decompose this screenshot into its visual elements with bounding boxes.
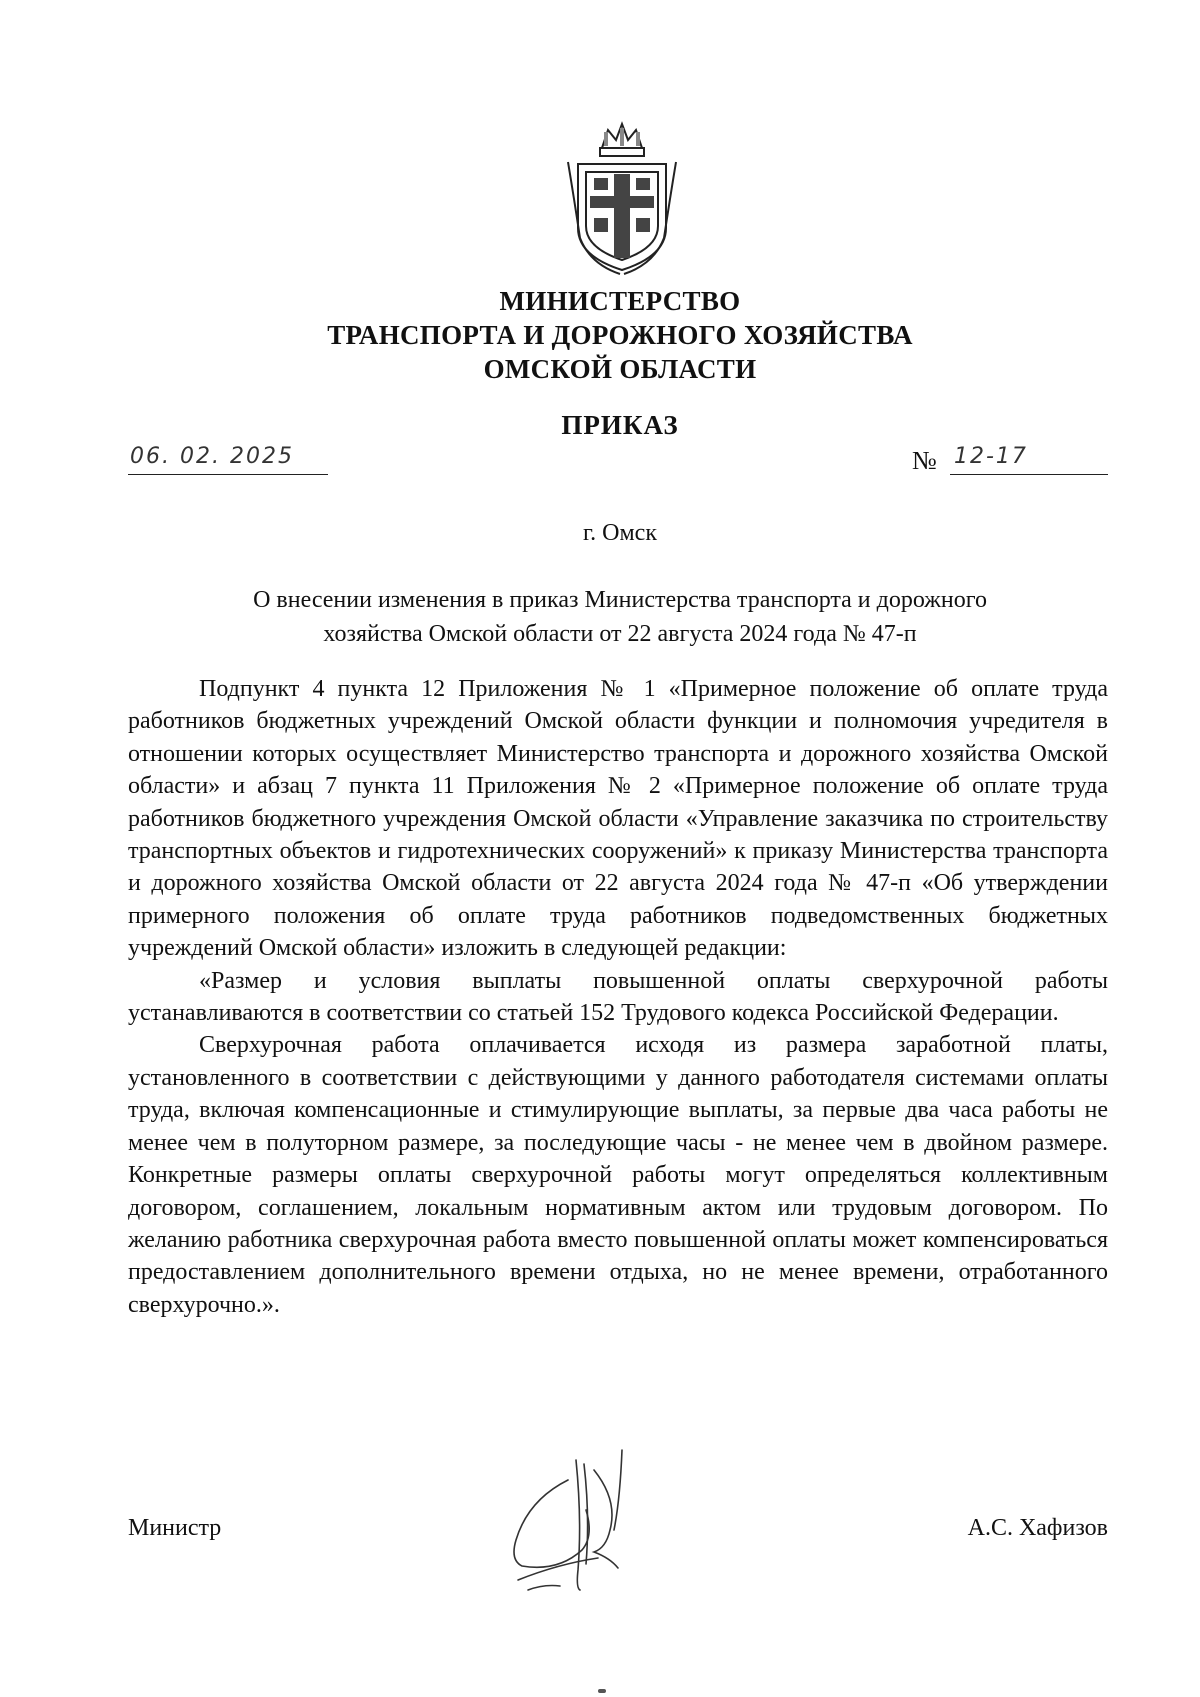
subject-line: хозяйства Омской области от 22 августа 2024 года № 47-п [323,621,917,647]
body-paragraph: «Размер и условия выплаты повышенной оплаты сверхурочной работы устанавливаются в соответствии со статьей 152 Трудового кодекса Российской Федерации. [128,967,1108,1027]
signer-position: Министр [128,1515,222,1541]
coat-of-arms-icon [560,118,685,278]
document-body [128,673,1108,1321]
city: г. Омск [583,520,657,546]
ministry-line: ОМСКОЙ ОБЛАСТИ [483,354,757,384]
number-field [950,444,1108,475]
number-value: 12-17 [954,444,1028,469]
handwritten-signature [498,1440,688,1600]
ministry-line: ТРАНСПОРТА И ДОРОЖНОГО ХОЗЯЙСТВА [327,320,913,350]
body-paragraph: Подпункт 4 пункта 12 Приложения № 1 «Примерное положение об оплате труда работников бюджетных учреждений Омской области функции и полномочия учредителя в отношении которых осуществляет Министерство транспорта и дорожного хозяйства Омской области» и абзац 7 пункта 11 Приложения № 2 «Примерное положение об оплате труда работников бюджетного учреждения Омской области «Управление заказчика по строительству транспортных объектов и гидротехнических сооружений» к приказу Министерства транспорта и дорожного хозяйства Омской области от 22 августа 2024 года № 47-п «Об утверждении примерного положения об оплате труда работников подведомственных бюджетных учреждений Омской области» изложить в следующей редакции: [128,676,1108,962]
ministry-name [200,284,1040,386]
number-label: № [912,446,937,475]
document-subject [150,583,1090,651]
date-value: 06. 02. 2025 [130,444,294,469]
body-paragraph: Сверхурочная работа оплачивается исходя из размера заработной платы, установленного в соответствии с действующими у данного работодателя системами оплаты труда, включая компенсационные и стимулирующие выплаты, за первые два часа работы не менее чем в полуторном размере, за последующие часы - не менее чем в двойном размере. Конкретные размеры оплаты сверхурочной работы могут определяться коллективным договором, соглашением, локальным нормативным актом или трудовым договором. По желанию работника сверхурочная работа вместо повышенной оплаты может компенсироваться предоставлением дополнительного времени отдыха, но не менее времени, отработанного сверхурочно.». [128,1032,1108,1318]
document-type: ПРИКАЗ [561,410,679,440]
date-field [128,444,328,475]
ministry-line: МИНИСТЕРСТВО [499,286,741,316]
scan-mark [598,1689,606,1693]
subject-line: О внесении изменения в приказ Министерства транспорта и дорожного [253,587,987,613]
signer-name: А.С. Хафизов [967,1515,1108,1541]
